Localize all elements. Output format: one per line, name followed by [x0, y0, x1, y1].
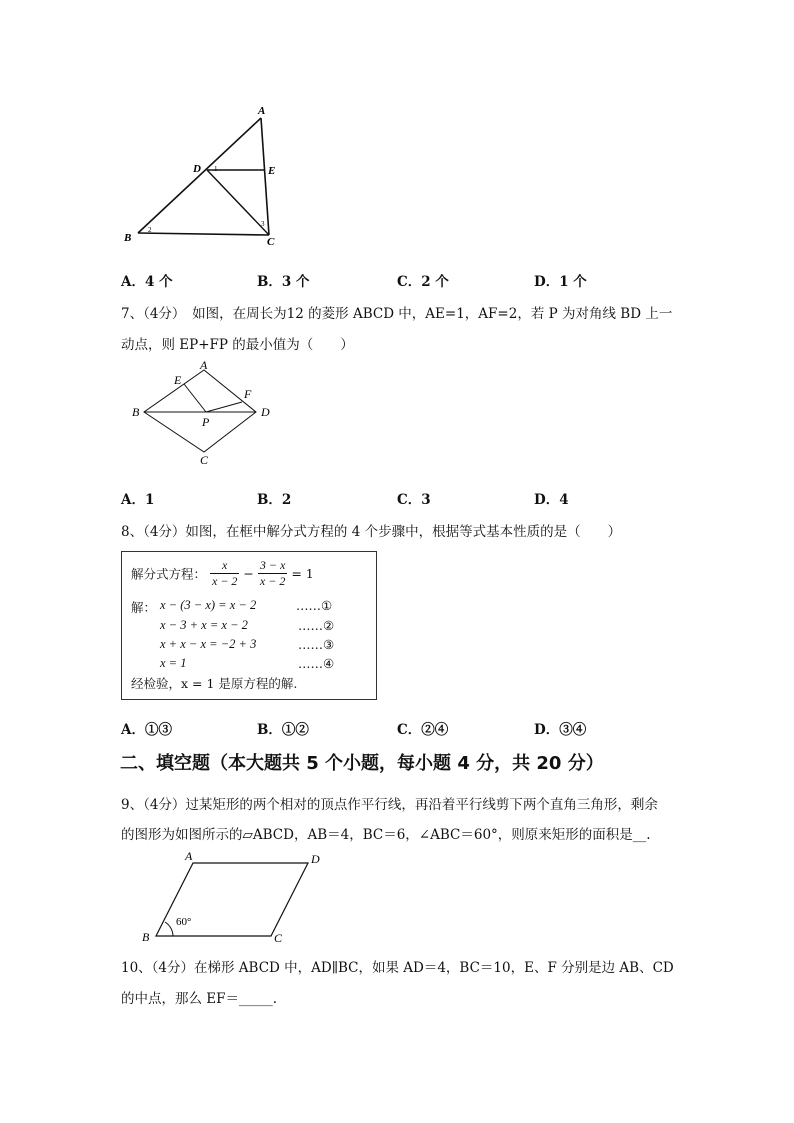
- label-A: A: [185, 849, 193, 863]
- box-equation: [131, 558, 314, 589]
- angle-3-label: 3: [261, 220, 265, 228]
- box-step3-mark: ……③: [298, 637, 335, 652]
- label-C: C: [274, 931, 283, 945]
- segment-EP: [184, 384, 206, 412]
- label-D: D: [261, 405, 270, 419]
- q7-option-d[interactable]: D．4: [534, 492, 569, 508]
- label-B: B: [124, 232, 132, 244]
- box-step4: x = 1: [160, 656, 187, 670]
- angle-60-label: 60°: [176, 916, 192, 928]
- edge-BC: [138, 233, 269, 235]
- label-C: C: [200, 453, 209, 467]
- box-check: 经检验，x = 1 是原方程的解.: [131, 676, 298, 691]
- q7-rhombus-figure: [128, 358, 278, 468]
- q7-option-c[interactable]: C．3: [397, 492, 431, 508]
- q6-option-d[interactable]: D．1 个: [534, 274, 587, 290]
- q9-stem-line2: 的图形为如图所示的▱ABCD，AB＝4，BC＝6，∠ABC＝60°，则原来矩形的面积是__.: [121, 827, 651, 843]
- label-E: E: [174, 373, 182, 387]
- segment-PF: [206, 402, 242, 412]
- box-step1-mark: ……①: [296, 598, 333, 613]
- edge-AB: [138, 118, 261, 233]
- q6-triangle-figure: [110, 100, 300, 250]
- q8-option-b[interactable]: B．①②: [257, 722, 309, 738]
- box-step2: x − 3 + x = x − 2: [160, 618, 248, 632]
- section-2-heading: 二、填空题（本大题共 5 个小题，每小题 4 分，共 20 分）: [120, 753, 604, 774]
- minus-sign: −: [243, 566, 254, 581]
- q7-option-b[interactable]: B．2: [257, 492, 292, 508]
- rhombus-ABCD: [144, 370, 256, 452]
- q8-solution-box: [121, 551, 377, 700]
- label-F: F: [244, 387, 252, 401]
- label-E: E: [268, 165, 276, 177]
- q7-stem-line2: 动点，则 EP+FP 的最小值为（ ）: [121, 337, 354, 353]
- fraction-2-numerator: 3 − x: [259, 558, 286, 572]
- q8-stem-line1: 8、（4分）如图，在框中解分式方程的 4 个步骤中，根据等式基本性质的是（ ）: [121, 524, 622, 540]
- label-D: D: [193, 163, 201, 175]
- fraction-1-numerator: x: [210, 558, 239, 574]
- q7-stem-line1: 7、（4分） 如图，在周长为12 的菱形 ABCD 中，AE=1，AF=2，若 P 为对角线 BD 上一: [121, 306, 673, 322]
- box-step2-mark: ……②: [298, 618, 335, 633]
- q6-option-c[interactable]: C．2 个: [397, 274, 449, 290]
- label-B: B: [142, 930, 150, 944]
- q10-stem-line2: 的中点，那么 EF＝_____.: [121, 991, 278, 1007]
- q9-stem-line1: 9、（4分）过某矩形的两个相对的顶点作平行线，再沿着平行线剪下两个直角三角形，剩余: [121, 797, 658, 813]
- box-title: 解分式方程：: [131, 566, 207, 582]
- q6-option-b[interactable]: B．3 个: [257, 274, 310, 290]
- label-A: A: [200, 358, 208, 372]
- label-A: A: [258, 105, 266, 117]
- label-B: B: [132, 405, 140, 419]
- label-C: C: [267, 236, 275, 248]
- box-step4-mark: ……④: [298, 656, 335, 671]
- q8-option-a[interactable]: A．①③: [121, 722, 172, 738]
- box-solve-label: 解：: [131, 600, 157, 615]
- box-step3: x + x − x = −2 + 3: [160, 637, 257, 651]
- fraction-1: [210, 558, 239, 589]
- q8-option-d[interactable]: D．③④: [534, 722, 587, 738]
- label-D: D: [311, 852, 320, 866]
- fraction-2: [258, 558, 287, 589]
- equation-rhs: = 1: [291, 566, 314, 581]
- q6-option-a[interactable]: A．4 个: [121, 274, 173, 290]
- q8-option-c[interactable]: C．②④: [397, 722, 449, 738]
- q10-stem-line1: 10、（4分）在梯形 ABCD 中，AD∥BC，如果 AD＝4，BC＝10，E、F 分别是边 AB、CD: [121, 960, 674, 976]
- box-step1: x − (3 − x) = x − 2: [160, 598, 257, 612]
- angle-1-label: 1: [214, 165, 218, 173]
- fraction-2-denominator: x − 2: [259, 574, 286, 588]
- q7-option-a[interactable]: A．1: [121, 492, 155, 508]
- q9-parallelogram-figure: [135, 848, 335, 948]
- edge-DC: [207, 170, 269, 235]
- fraction-1-denominator: x − 2: [212, 574, 238, 588]
- angle-2-label: 2: [148, 226, 152, 234]
- label-P: P: [202, 415, 210, 429]
- angle-arc-B: [165, 922, 173, 936]
